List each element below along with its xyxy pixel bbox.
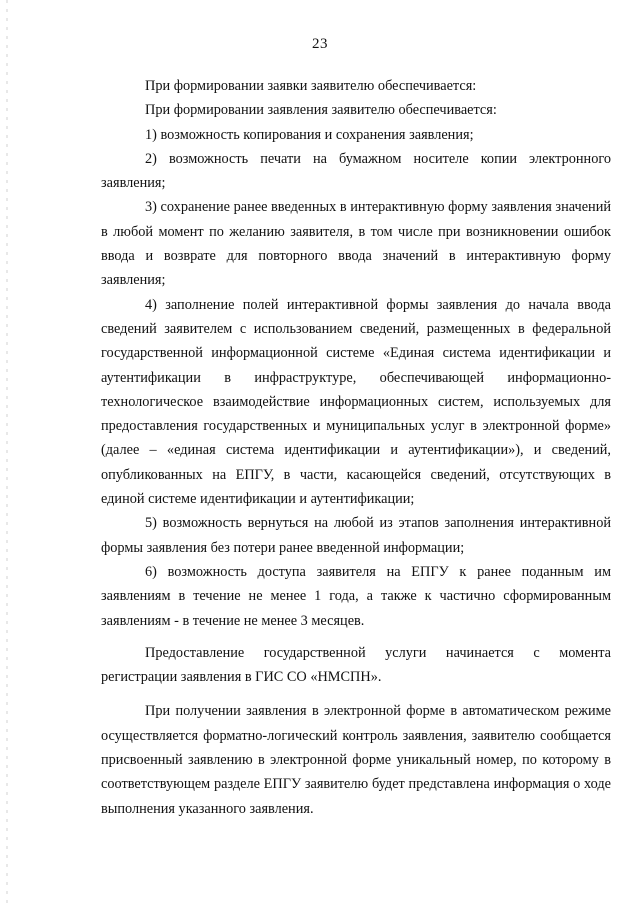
document-body xyxy=(101,74,611,821)
list-item-6: 6) возможность доступа заявителя на ЕПГУ к ранее поданным им заявлениям в течение не менее 1 года, а также к частично сформированным заявлениям - в течение не менее 3 месяцев. xyxy=(101,563,611,629)
list-item-3: 3) сохранение ранее введенных в интерактивную форму заявления значений в любой момент по желанию заявителя, в том числе при возникновении ошибок ввода и возврате для повторного ввода значений в интерактивную форму заявления; xyxy=(101,199,611,289)
paragraph-heading-application: При формировании заявления заявителю обеспечивается: xyxy=(145,102,497,119)
list-item-5: 5) возможность вернуться на любой из этапов заполнения интерактивной формы заявления без потери ранее введенной информации; xyxy=(101,515,611,556)
paragraph-service-start: Предоставление государственной услуги начинается с момента регистрации заявления в ГИС СО «НМСПН». xyxy=(101,644,611,686)
list-item-1: 1) возможность копирования и сохранения заявления; xyxy=(145,126,474,143)
list-item-2: 2) возможность печати на бумажном носителе копии электронного заявления; xyxy=(101,150,611,192)
list-item-4: 4) заполнение полей интерактивной формы заявления до начала ввода сведений заявителем с использованием сведений, размещенных в федеральной государственной информационной системе «Единая система идентификации и аутентификации в инфраструктуре, обеспечивающей информационно-технологическое взаимодействие информационных систем, используемых для предоставления государственных и муниципальных услуг в электронной форме» (далее – «единая система идентификации и аутентификации»), и сведений, опубликованных на ЕПГУ, в части, касающейся сведений, отсутствующих в единой системе идентификации и аутентификации; xyxy=(101,296,611,508)
paragraph-heading-request: При формировании заявки заявителю обеспечивается: xyxy=(145,78,477,94)
paragraph-electronic-receipt: При получении заявления в электронной форме в автоматическом режиме осуществляется форматно-логический контроль заявления, заявителю сообщается присвоенный заявлению в электронной форме уникальный номер, по которому в соответствующем разделе ЕПГУ заявителю будет представлена информация о ходе выполнения указанного заявления. xyxy=(101,703,611,817)
scan-margin-marks xyxy=(6,0,8,905)
page-number: 23 xyxy=(312,36,328,52)
